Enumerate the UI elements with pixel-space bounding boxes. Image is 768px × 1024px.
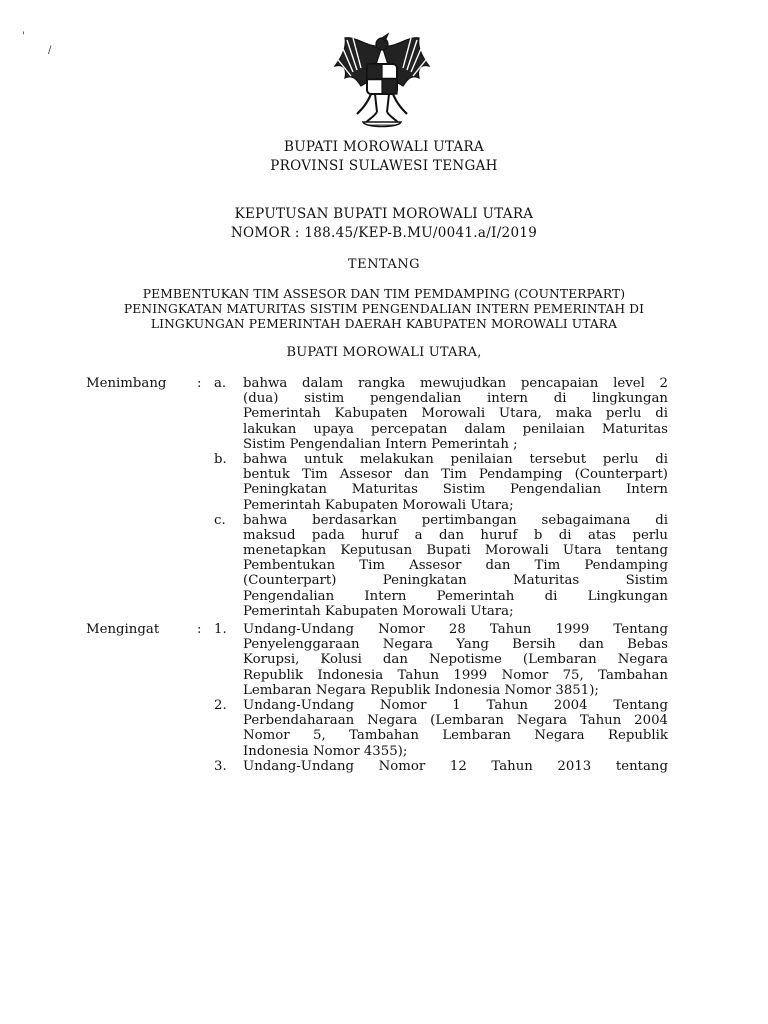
decree-number: NOMOR : 188.45/KEP-B.MU/0041.a/I/2019 (230, 225, 538, 241)
mengingat-section (0, 622, 768, 774)
item-text (243, 513, 668, 619)
regent-header (0, 138, 768, 176)
item-marker: c. (214, 512, 226, 528)
header-line-1: BUPATI MOROWALI UTARA (283, 139, 485, 155)
tentang-heading (0, 255, 768, 274)
item-text (243, 376, 668, 452)
text-line: menetapkan Keputusan Bupati Morowali Utara tentang (243, 543, 668, 559)
text-line: Pemerintah Kabupaten Morowali Utara; (243, 603, 514, 619)
text-line: Indonesia Nomor 4355); (243, 743, 408, 759)
text-line: Penyelenggaraan Negara Yang Bersih dan Bebas (243, 637, 668, 653)
text-line: Undang-Undang Nomor 1 Tahun 2004 Tentang (243, 697, 668, 713)
text-line: Pemerintah Kabupaten Morowali Utara, maka perlu di (243, 406, 668, 422)
text-line: Sistim Pengendalian Intern Pemerintah ; (243, 436, 518, 452)
text-line: Undang-Undang Nomor 12 Tahun 2013 tentang (243, 758, 668, 774)
item-marker: 2. (214, 697, 227, 713)
text-line: Pengendalian Intern Pemerintah di Lingkungan (243, 588, 668, 604)
item-marker: a. (214, 376, 227, 391)
menimbang-section (0, 376, 768, 619)
section-label: Menimbang (86, 376, 167, 391)
decree-subject (0, 287, 768, 332)
scan-marks (22, 30, 51, 58)
text-line: (dua) sistim pengendalian intern di lingkungan (243, 391, 668, 407)
text-line: bahwa berdasarkan pertimbangan sebagaimana di (243, 512, 668, 528)
bupati-line (0, 343, 768, 362)
section-colon: : (197, 376, 202, 391)
consideration-item (0, 513, 768, 619)
item-marker: 3. (214, 758, 227, 774)
text-line: Pembentukan Tim Assesor dan Tim Pendamping (243, 558, 668, 574)
legal-basis-item (0, 622, 768, 698)
text-line: Korupsi, Kolusi dan Nepotisme (Lembaran Negara (243, 652, 668, 668)
item-marker: b. (214, 451, 227, 467)
tentang-label: TENTANG (347, 257, 421, 272)
header-line-2: PROVINSI SULAWESI TENGAH (270, 158, 498, 174)
item-marker: 1. (214, 622, 227, 637)
legal-basis-item (0, 759, 768, 774)
text-line: bahwa untuk melakukan penilaian tersebut perlu di (243, 451, 668, 467)
bupati-label: BUPATI MOROWALI UTARA, (286, 345, 482, 360)
text-line: lakukan upaya percepatan dalam penilaian Maturitas (243, 421, 668, 437)
subject-line: PEMBENTUKAN TIM ASSESOR DAN TIM PEMDAMPING (COUNTERPART) (142, 287, 626, 301)
text-line: Pemerintah Kabupaten Morowali Utara; (243, 497, 514, 513)
legal-basis-item (0, 698, 768, 759)
text-line: Perbendaharaan Negara (Lembaran Negara Tahun 2004 (243, 713, 668, 729)
subject-line: PENINGKATAN MATURITAS SISTIM PENGENDALIAN INTERN PEMERINTAH DI (123, 302, 645, 316)
decree-title-block (0, 205, 768, 243)
text-line: maksud pada huruf a dan huruf b di atas perlu (243, 527, 668, 543)
decree-title: KEPUTUSAN BUPATI MOROWALI UTARA (234, 206, 534, 222)
consideration-item (0, 452, 768, 513)
text-line: Peningkatan Maturitas Sistim Pengendalian Intern (243, 482, 668, 498)
garuda-emblem (327, 28, 437, 134)
text-line: bentuk Tim Assesor dan Tim Pendamping (Counterpart) (243, 467, 668, 483)
scan-mark: ' (22, 31, 25, 42)
text-line: Republik Indonesia Tahun 1999 Nomor 75, Tambahan (243, 667, 668, 683)
scan-mark: / (48, 45, 52, 56)
consideration-item (0, 376, 768, 452)
item-text (243, 759, 668, 774)
section-colon: : (197, 622, 202, 637)
text-line: bahwa dalam rangka mewujudkan pencapaian level 2 (243, 376, 668, 391)
subject-line: LINGKUNGAN PEMERINTAH DAERAH KABUPATEN MOROWALI UTARA (150, 317, 618, 331)
item-text (243, 698, 668, 759)
text-line: Lembaran Negara Republik Indonesia Nomor 3851); (243, 682, 599, 698)
item-text (243, 452, 668, 513)
item-text (243, 622, 668, 698)
section-label: Mengingat (86, 622, 160, 637)
text-line: (Counterpart) Peningkatan Maturitas Sistim (243, 573, 668, 589)
text-line: Nomor 5, Tambahan Lembaran Negara Republik (243, 728, 668, 744)
text-line: Undang-Undang Nomor 28 Tahun 1999 Tentang (243, 622, 668, 637)
